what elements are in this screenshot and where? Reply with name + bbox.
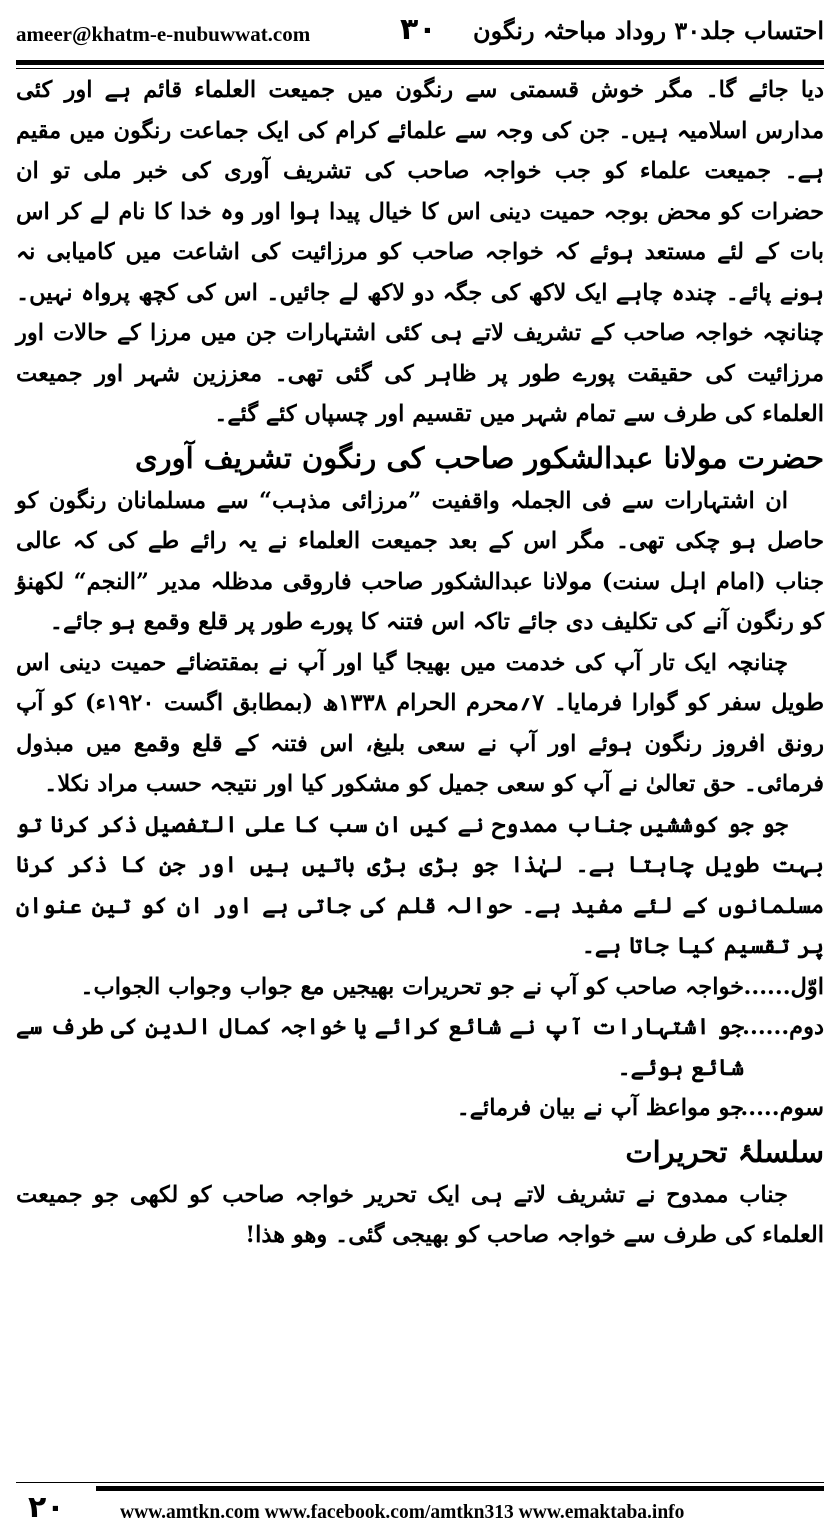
footer-rule-thin [16,1482,824,1483]
paragraph-1: دیا جائے گا۔ مگر خوش قسمتی سے رنگون میں جمیعت العلماء قائم ہے اور کئی مدارس اسلامیہ ہیں۔ جن کی وجہ سے علمائے کرام کی ایک جماعت رنگون میں مقیم ہے۔ جمیعت علماء کو جب خواجہ صاحب کی تشریف آوری کی خبر ملی تو ان حضرات کو محض بوجہ حمیت دینی اس کا خیال پیدا ہوا اور وہ خدا کا نام لے کر اس بات کے لئے مستعد ہوئے کہ خواجہ صاحب کو مرزائیت کی اشاعت میں کامیابی نہ ہونے پائے۔ چندہ چاہے ایک لاکھ کی جگہ دو لاکھ لے جائیں۔ اس کی کچھ پرواہ نہیں۔ چنانچہ خواجہ صاحب کے تشریف لاتے ہی کئی اشتہارات جن میں مرزا کے حالات اور مرزائیت کی حقیقت پورے طور پر ظاہر کی گئی تھی۔ معززین شہر اور جمیعت العلماء کی طرف سے تمام شہر میں تقسیم اور چسپاں کئے گئے۔ [16,77,824,427]
paragraph-5: جناب ممدوح نے تشریف لاتے ہی ایک تحریر خواجہ صاحب کو لکھی جو جمیعت العلماء کی طرف سے خواجہ صاحب کو بھیجی گئی۔ وھو ھذا! [16,1181,824,1248]
header-email[interactable]: ameer@khatm-e-nubuwwat.com [16,22,311,46]
list-item [16,1088,824,1129]
header-rule-thin [16,68,824,69]
list-item [16,1007,824,1088]
list-item-label: سوم...... [732,1095,824,1121]
paragraph-2: ان اشتہارات سے فی الجملہ واقفیت ”مرزائی مذہب“ سے مسلمانان رنگون کو حاصل ہو چکی تھی۔ مگر اس کے بعد جمیعت العلماء نے یہ رائے طے کی کہ عالی جناب (امام اہل سنت) مولانا عبدالشکور صاحب فاروقی مدظلہ مدیر ”النجم“ لکھنؤ کو رنگون آنے کی تکلیف دی جائے تاکہ اس فتنہ کا پورے طور پر قلع وقمع ہو جائے۔ [16,487,824,635]
running-title: احتساب جلد۳۰ روداد مباحثہ رنگون [473,16,824,45]
page-number: ۳۰ [400,12,437,47]
list-item-label: دوم...... [742,1014,824,1040]
list-item-label: اوّل...... [743,973,824,1000]
paragraph-4: جو جو کوششیں جناب ممدوح نے کیں ان سب کا علی التفصیل ذکر کرنا تو بہت طویل چاہتا ہے۔ لہٰذا جو بڑی بڑی باتیں ہیں اور جن کا ذکر کرنا مسلمانوں کے لئے مفید ہے۔ حوالہ قلم کی جاتی ہے اور ان کو تین عنوان پر تقسیم کیا جاتا ہے۔ [16,811,824,959]
page-header [0,0,840,58]
paragraph-3: چنانچہ ایک تار آپ کی خدمت میں بھیجا گیا اور آپ نے بمقتضائے حمیت دینی اس طویل سفر کو گوارا فرمایا۔ ۷؍محرم الحرام ۱۳۳۸ھ (بمطابق اگست ۱۹۲۰ء) کو آپ رونق افروز رنگون ہوئے اور آپ نے سعی بلیغ، اس فتنہ کے قلع وقمع میں مبذول فرمائی۔ حق تعالیٰ نے آپ کو سعی جمیل کو مشکور کیا اور نتیجہ حسب مراد نکلا۔ [16,649,824,797]
list-item [16,967,824,1008]
list-item-text: جو اشتہارات آپ نے شائع کرائے یا خواجہ کمال الدین کی طرف سے شائع ہوئے۔ [16,1014,744,1081]
page-body [16,70,824,1256]
section-heading-writings: سلسلۂ تحریرات [625,1134,824,1169]
section-heading-arrival: حضرت مولانا عبدالشکور صاحب کی رنگون تشریف آوری [134,440,824,475]
footer-links[interactable]: www.amtkn.com www.facebook.com/amtkn313 www.emaktaba.info [120,1502,685,1523]
footer-rule-thick [96,1486,824,1491]
list-item-text: خواجہ صاحب کو آپ نے جو تحریرات بھیجیں مع جواب وجواب الجواب۔ [80,973,744,1000]
footer-page-number: ۲۰ [28,1490,65,1525]
list-item-text: جو مواعظ آپ نے بیان فرمائے۔ [456,1095,744,1121]
header-rule-thick [16,60,824,65]
